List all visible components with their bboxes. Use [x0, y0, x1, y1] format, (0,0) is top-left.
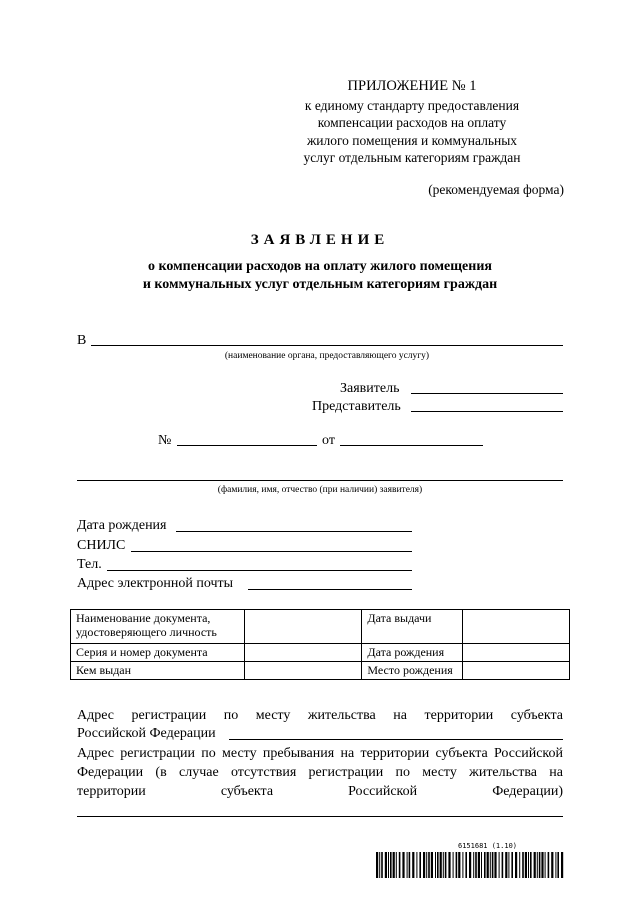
- table-cell-label: Серия и номер документа: [71, 644, 245, 662]
- document-title: ЗАЯВЛЕНИЕ: [250, 232, 390, 248]
- barcode-icon: [376, 852, 564, 878]
- date-field[interactable]: [340, 445, 483, 446]
- table-cell-input[interactable]: [463, 662, 570, 680]
- table-cell-input[interactable]: [463, 610, 570, 644]
- number-label: №: [158, 433, 172, 448]
- annex-header: [262, 78, 562, 167]
- snils-field[interactable]: [131, 551, 412, 552]
- phone-field[interactable]: [107, 570, 412, 571]
- annex-line: компенсации расходов на оплату: [317, 115, 507, 130]
- barcode-number: 6151681 (1.10): [458, 842, 518, 850]
- organ-hint: (наименование органа, предоставляющего услугу): [224, 351, 430, 361]
- identity-document-table: [70, 609, 570, 680]
- reg-stay-field[interactable]: [77, 816, 563, 817]
- snils-label: СНИЛС: [77, 538, 126, 553]
- annex-title: ПРИЛОЖЕНИЕ № 1: [347, 78, 477, 94]
- number-field[interactable]: [177, 445, 317, 446]
- subtitle-line: о компенсации расходов на оплату жилого помещения: [148, 259, 492, 274]
- birth-date-label: Дата рождения: [77, 518, 167, 533]
- reg-residence-line2: Российской Федерации: [77, 726, 216, 741]
- document-subtitle: [0, 258, 640, 294]
- table-row: [71, 644, 570, 662]
- organ-name-field[interactable]: [91, 345, 563, 346]
- table-row: [71, 662, 570, 680]
- table-cell-label: Дата выдачи: [362, 610, 463, 644]
- table-cell-input[interactable]: [463, 644, 570, 662]
- applicant-label: Заявитель: [340, 381, 400, 396]
- email-field[interactable]: [248, 589, 412, 590]
- subtitle-line: и коммунальных услуг отдельным категориям граждан: [142, 277, 498, 292]
- reg-residence-field[interactable]: [229, 739, 563, 740]
- fio-hint: (фамилия, имя, отчество (при наличии) заявителя): [217, 485, 423, 495]
- email-label: Адрес электронной почты: [77, 576, 234, 591]
- from-label: от: [322, 433, 335, 448]
- recommended-form-note: (рекомендуемая форма): [428, 182, 564, 197]
- table-cell-label: Наименование документа, удостоверяющего личность: [71, 610, 245, 644]
- applicant-field[interactable]: [411, 393, 563, 394]
- table-cell-input[interactable]: [244, 662, 362, 680]
- representative-label: Представитель: [312, 399, 401, 414]
- annex-line: услуг отдельным категориям граждан: [303, 150, 521, 165]
- fio-field[interactable]: [77, 480, 563, 481]
- representative-field[interactable]: [411, 411, 563, 412]
- birth-date-field[interactable]: [176, 531, 412, 532]
- table-cell-label: Кем выдан: [71, 662, 245, 680]
- to-label: В: [77, 333, 87, 348]
- table-cell-label: Место рождения: [362, 662, 463, 680]
- phone-label: Тел.: [77, 557, 102, 572]
- annex-line: жилого помещения и коммунальных: [306, 132, 518, 148]
- table-cell-label: Дата рождения: [362, 644, 463, 662]
- reg-stay-text: Адрес регистрации по месту пребывания на территории субъекта Российской Федерации (в случае отсутствия регистрации по месту жительства на территории субъекта Российской Федерации): [77, 746, 563, 799]
- reg-residence-line1: Адрес регистрации по месту жительства на территории субъекта: [77, 708, 563, 723]
- table-cell-input[interactable]: [244, 644, 362, 662]
- table-row: [71, 610, 570, 644]
- annex-line: к единому стандарту предоставления: [304, 97, 520, 113]
- table-cell-input[interactable]: [244, 610, 362, 644]
